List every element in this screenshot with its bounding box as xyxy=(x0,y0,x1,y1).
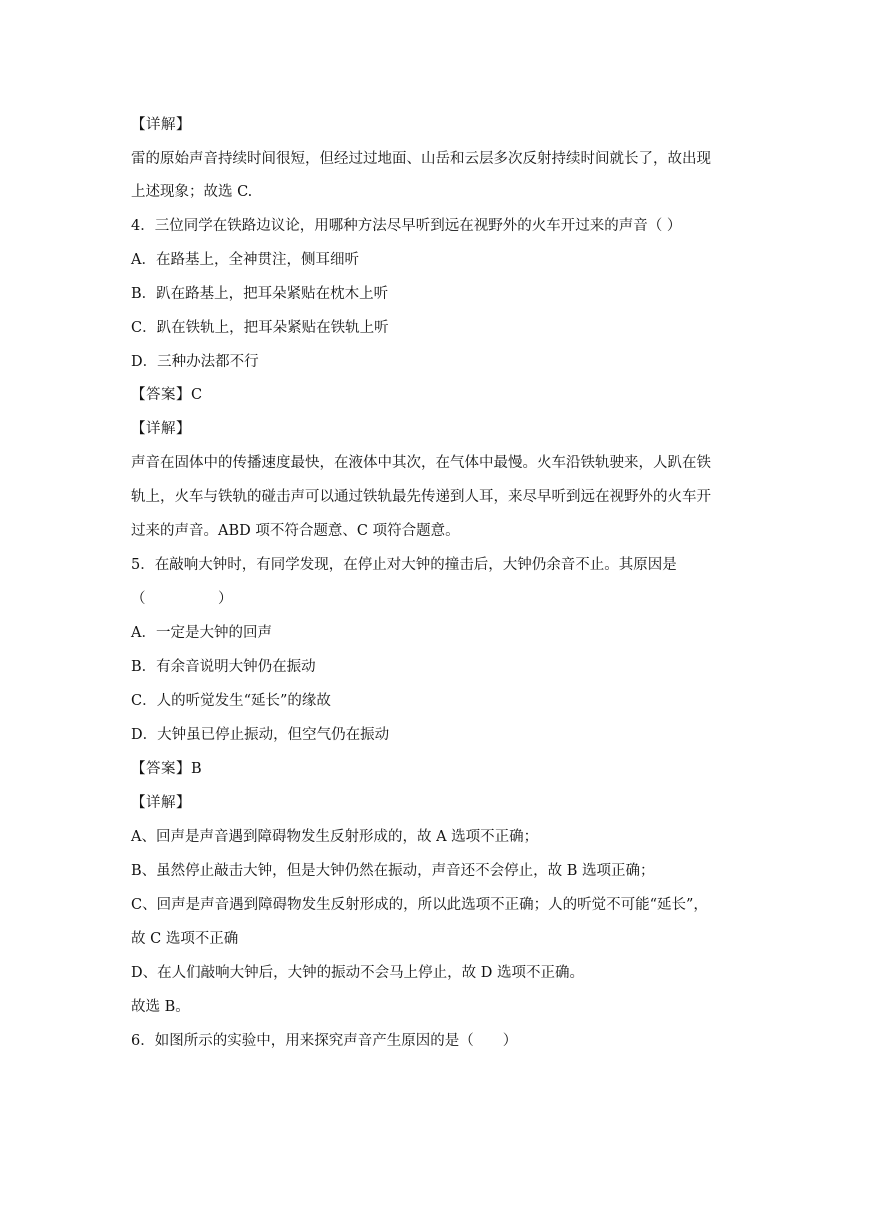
question-4-option-a: A．在路基上，全神贯注，侧耳细听 xyxy=(131,252,359,268)
answer-label: 【答案】B xyxy=(131,761,203,777)
question-4-option-b: B．趴在路基上，把耳朵紧贴在枕木上听 xyxy=(131,286,389,302)
question-5-option-b: B．有余音说明大钟仍在振动 xyxy=(131,659,316,675)
question-4-option-c: C．趴在铁轨上，把耳朵紧贴在铁轨上听 xyxy=(131,320,389,336)
question-4-option-d: D．三种办法都不行 xyxy=(131,354,259,370)
conclusion-line: 故选 B。 xyxy=(131,999,190,1015)
question-5-option-d: D．大钟虽已停止振动，但空气仍在振动 xyxy=(131,727,390,743)
explanation-line: A、回声是声音遇到障碍物发生反射形成的，故 A 选项不正确； xyxy=(131,829,539,845)
explanation-line: 声音在固体中的传播速度最快，在液体中其次，在气体中最慢。火车沿铁轨驶来，人趴在铁 xyxy=(131,455,711,471)
question-6-stem: 6．如图所示的实验中，用来探究声音产生原因的是（ ） xyxy=(131,1033,518,1049)
question-4-stem: 4．三位同学在铁路边议论，用哪种方法尽早听到远在视野外的火车开过来的声音（ ） xyxy=(131,218,682,234)
question-5-stem: 5．在敲响大钟时，有同学发现，在停止对大钟的撞击后，大钟仍余音不止。其原因是 xyxy=(131,557,677,573)
explanation-line: 雷的原始声音持续时间很短，但经过过地面、山岳和云层多次反射持续时间就长了，故出现 xyxy=(131,151,711,167)
explanation-line: D、在人们敲响大钟后，大钟的振动不会马上停止，故 D 选项不正确。 xyxy=(131,965,584,981)
explanation-line: 上述现象；故选 C. xyxy=(131,184,253,200)
detail-heading: 【详解】 xyxy=(131,421,191,437)
explanation-line: B、虽然停止敲击大钟，但是大钟仍然在振动，声音还不会停止，故 B 选项正确； xyxy=(131,863,655,879)
detail-heading: 【详解】 xyxy=(131,117,191,133)
question-5-blank: （ ） xyxy=(131,591,233,607)
answer-label: 【答案】C xyxy=(131,387,203,403)
question-5-option-a: A．一定是大钟的回声 xyxy=(131,625,272,641)
question-5-option-c: C．人的听觉发生“延长”的缘故 xyxy=(131,693,331,709)
explanation-line: 过来的声音。ABD 项不符合题意、C 项符合题意。 xyxy=(131,523,460,539)
detail-heading: 【详解】 xyxy=(131,795,191,811)
explanation-line: 故 C 选项不正确 xyxy=(131,931,239,947)
explanation-line: C、回声是声音遇到障碍物发生反射形成的，所以此选项不正确；人的听觉不可能“延长”， xyxy=(131,897,708,913)
explanation-line: 轨上，火车与铁轨的碰击声可以通过铁轨最先传递到人耳，来尽早听到远在视野外的火车开 xyxy=(131,489,711,505)
